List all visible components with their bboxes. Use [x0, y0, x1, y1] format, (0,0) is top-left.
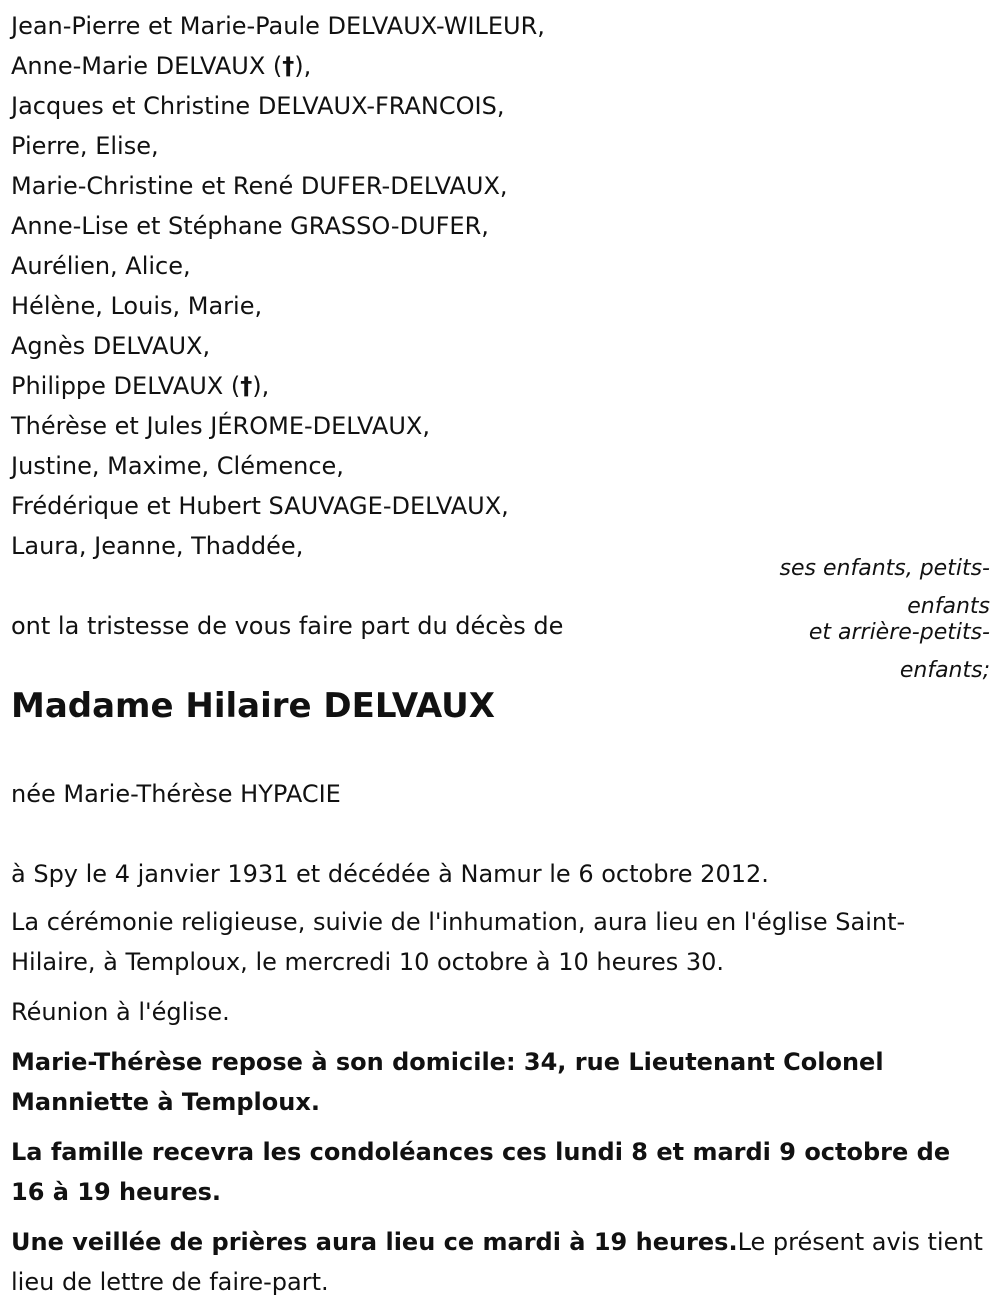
ceremony-paragraph: La cérémonie religieuse, suivie de l'inhumation, aura lieu en l'église Saint-Hilaire, à Temploux, le mercredi 10 octobre à 10 heures 30.: [11, 908, 906, 976]
domicile-paragraph: Marie-Thérèse repose à son domicile: 34, rue Lieutenant Colonel Manniette à Temploux.: [11, 1048, 884, 1116]
family-list: [11, 6, 751, 566]
family-member-line: Hélène, Louis, Marie,: [11, 292, 263, 320]
relation-line-1b: enfants: [907, 594, 990, 619]
deceased-cross-icon: †: [282, 52, 295, 80]
announcement-text: ont la tristesse de vous faire part du décès de: [11, 612, 564, 640]
relation-line-2: et arrière-petits-: [808, 620, 990, 645]
family-member-line: Pierre, Elise,: [11, 132, 159, 160]
wake-bold-text: Une veillée de prières aura lieu ce mardi à 19 heures.: [11, 1228, 738, 1256]
family-member-line: Laura, Jeanne, Thaddée,: [11, 532, 304, 560]
family-member-line: Marie-Christine et René DUFER-DELVAUX,: [11, 172, 508, 200]
born-name: née Marie-Thérèse HYPACIE: [11, 780, 341, 808]
family-member-line: Philippe DELVAUX (†),: [11, 372, 270, 400]
birth-death-paragraph: à Spy le 4 janvier 1931 et décédée à Namur le 6 octobre 2012.: [11, 860, 769, 888]
family-member-line: Justine, Maxime, Clémence,: [11, 452, 344, 480]
reunion-paragraph: Réunion à l'église.: [11, 998, 230, 1026]
wake-paragraph: [11, 1222, 986, 1302]
family-member-line: Agnès DELVAUX,: [11, 332, 211, 360]
relation-line-1: ses enfants, petits-: [779, 556, 990, 581]
deceased-cross-icon: †: [240, 372, 253, 400]
family-member-line: Aurélien, Alice,: [11, 252, 191, 280]
family-member-line: Jacques et Christine DELVAUX-FRANCOIS,: [11, 92, 505, 120]
deceased-name: Madame Hilaire DELVAUX: [11, 686, 495, 726]
wake-normal-text: Le présent avis tient lieu de lettre de faire-part.: [11, 1228, 983, 1296]
family-member-line: Thérèse et Jules JÉROME-DELVAUX,: [11, 412, 430, 440]
relation-line-2b: enfants;: [899, 658, 990, 683]
family-member-line: Frédérique et Hubert SAUVAGE-DELVAUX,: [11, 492, 509, 520]
family-member-line: Jean-Pierre et Marie-Paule DELVAUX-WILEUR,: [11, 12, 545, 40]
family-member-line: Anne-Lise et Stéphane GRASSO-DUFER,: [11, 212, 489, 240]
family-member-line: Anne-Marie DELVAUX (†),: [11, 52, 312, 80]
condolences-paragraph: La famille recevra les condoléances ces lundi 8 et mardi 9 octobre de 16 à 19 heures.: [11, 1138, 951, 1206]
